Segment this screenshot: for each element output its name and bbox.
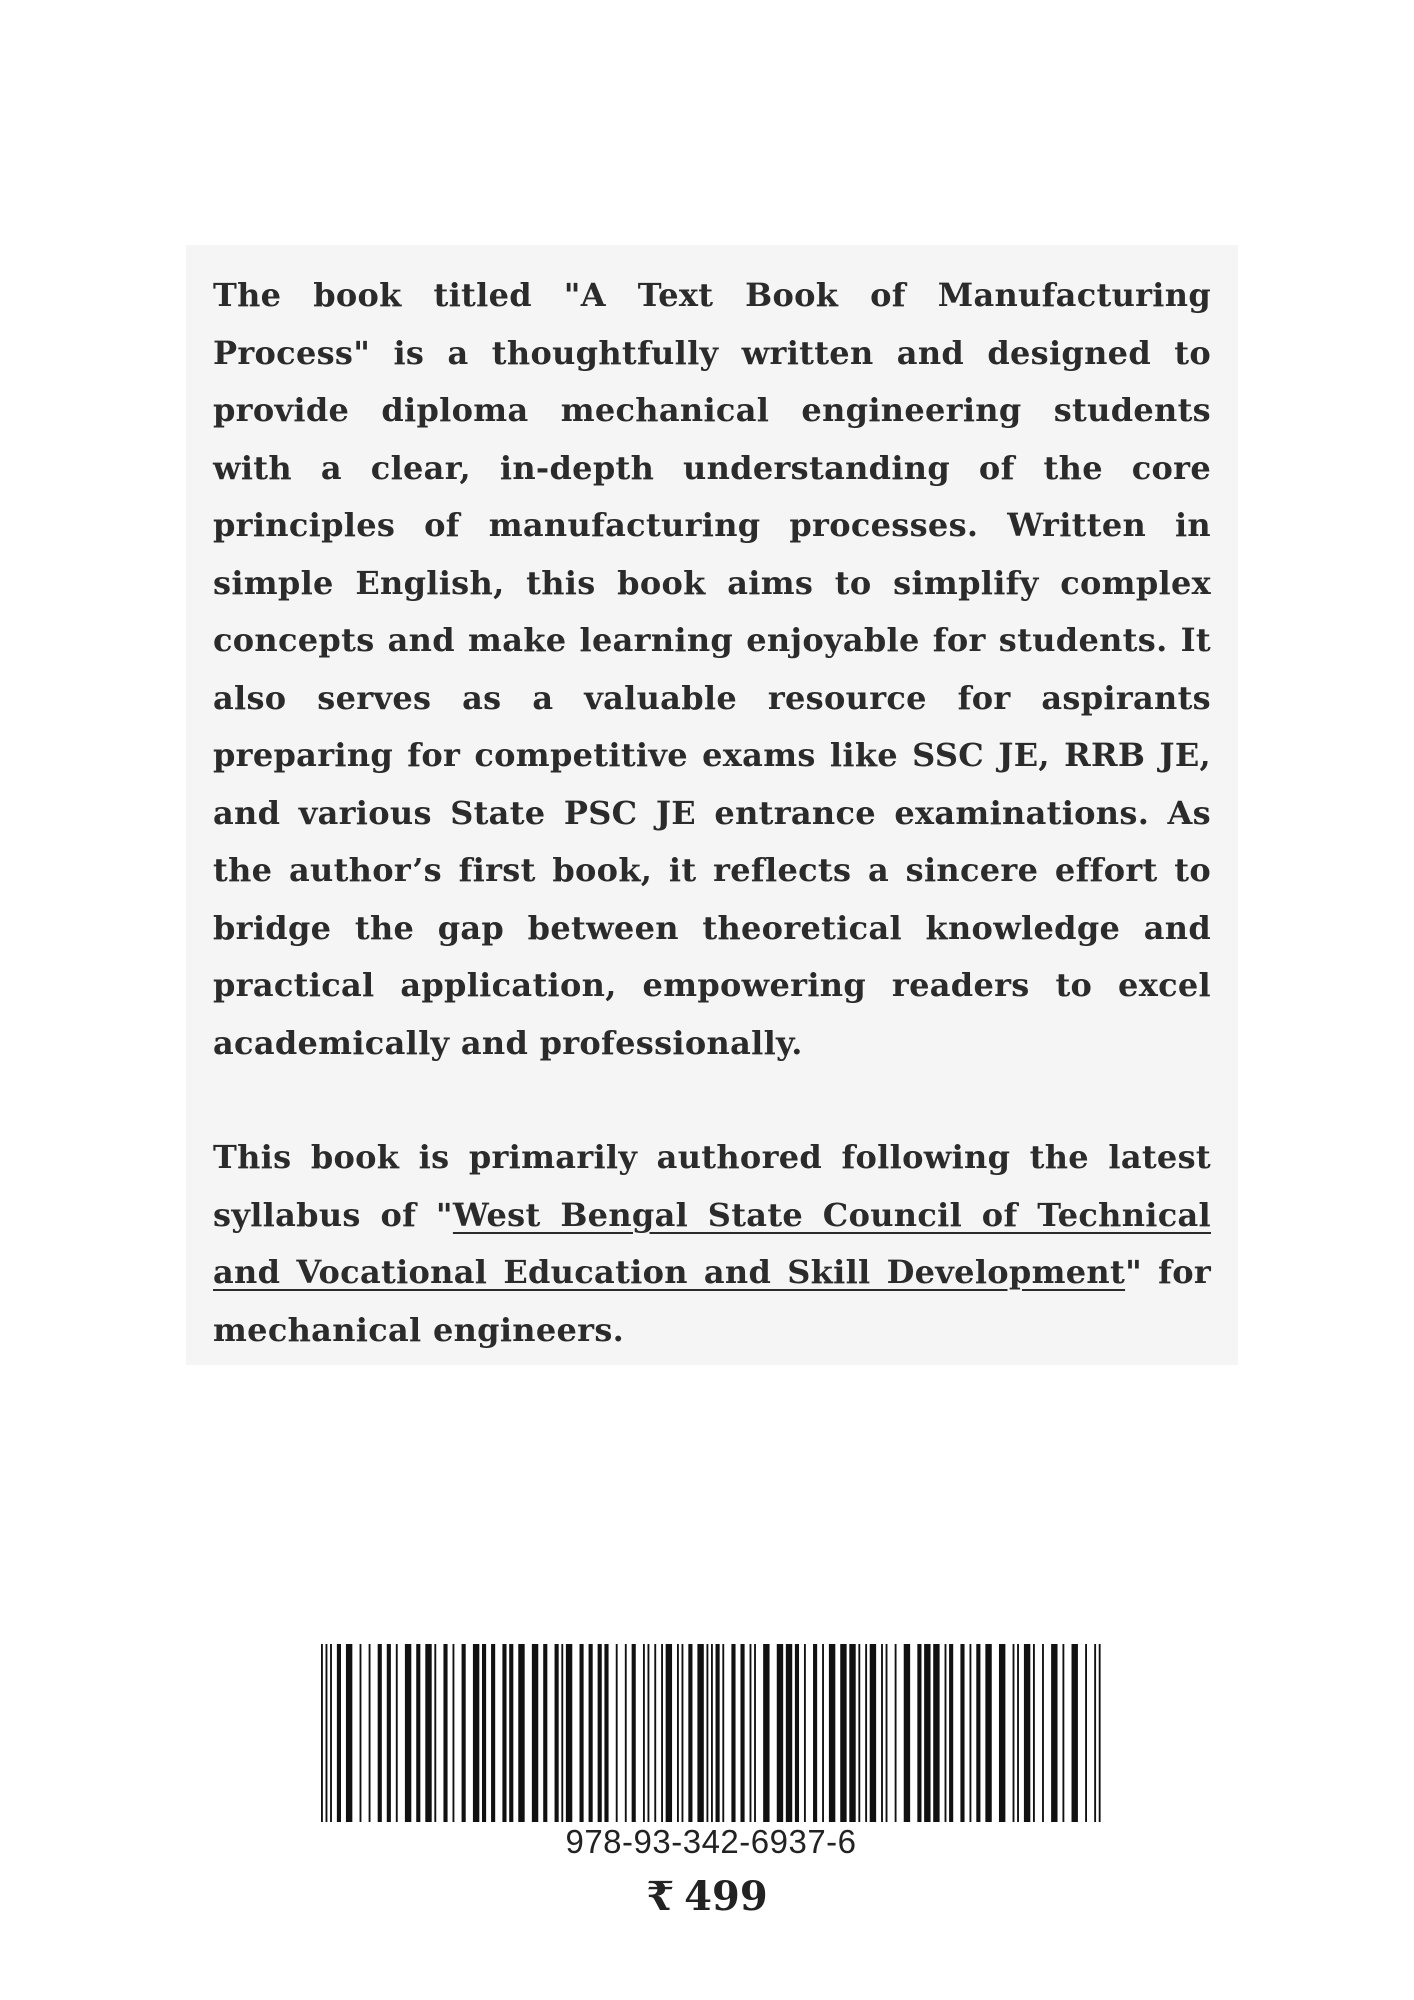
barcode-bar bbox=[654, 1644, 656, 1822]
barcode-bar bbox=[722, 1644, 724, 1822]
barcode-bar bbox=[1033, 1644, 1035, 1822]
barcode-bar bbox=[462, 1644, 466, 1822]
barcode-bar bbox=[804, 1644, 806, 1822]
paragraph-2-intro: This book is primarily authored following the latest syllabus of " bbox=[213, 1138, 1211, 1234]
barcode-bar bbox=[716, 1644, 720, 1822]
barcode-bar bbox=[1099, 1644, 1101, 1822]
barcode-bar bbox=[924, 1644, 930, 1822]
barcode-bar bbox=[870, 1644, 876, 1822]
barcode-bar bbox=[706, 1644, 708, 1822]
barcode-bar bbox=[555, 1644, 559, 1822]
barcode-bar bbox=[945, 1644, 947, 1822]
price-label bbox=[0, 1872, 1414, 1922]
barcode-bar bbox=[321, 1644, 323, 1822]
barcode-bar bbox=[589, 1644, 593, 1822]
barcode-bar bbox=[777, 1644, 783, 1822]
barcode-bar bbox=[1094, 1644, 1096, 1822]
barcode-bar bbox=[985, 1644, 991, 1822]
price-amount: 499 bbox=[684, 1873, 768, 1920]
barcode-bar bbox=[482, 1644, 486, 1822]
barcode-bar bbox=[763, 1644, 769, 1822]
rupee-icon: ₹ bbox=[646, 1873, 675, 1920]
barcode-bar bbox=[369, 1644, 371, 1822]
barcode-bar bbox=[648, 1644, 650, 1822]
barcode-bar bbox=[532, 1644, 538, 1822]
barcode-bar bbox=[688, 1644, 692, 1822]
barcode-bar bbox=[858, 1644, 860, 1822]
barcode-bar bbox=[711, 1644, 713, 1822]
barcode-bar bbox=[1013, 1644, 1015, 1822]
barcode-bar bbox=[976, 1644, 980, 1822]
isbn-barcode bbox=[321, 1644, 1101, 1822]
barcode-bar bbox=[1024, 1644, 1030, 1822]
description-box bbox=[186, 245, 1238, 1365]
barcode-bar bbox=[561, 1644, 563, 1822]
paragraph-2-outro: " for mechanical engineers. bbox=[213, 1253, 1211, 1349]
barcode-bar bbox=[813, 1644, 817, 1822]
barcode-bar bbox=[881, 1644, 883, 1822]
description-paragraph-1: The book titled "A Text Book of Manufacturing Process" is a thoughtfully written and designed to provide diploma mechanical engineering students with a clear, in-depth understanding of the core principles of manufacturing processes. Written in simple English, this book aims to simplify complex concepts and make learning enjoyable for students. It also serves as a valuable resource for aspirants preparing for competitive exams like SSC JE, RRB JE, and various State PSC JE entrance examinations. As the author’s first book, it reflects a sincere effort to bridge the gap between theoretical knowledge and practical application, empowering readers to excel academically and professionally. bbox=[213, 276, 1211, 1062]
barcode-bar bbox=[949, 1644, 953, 1822]
barcode-bar bbox=[443, 1644, 447, 1822]
barcode-graphic bbox=[321, 1644, 1101, 1822]
barcode-bar bbox=[786, 1644, 792, 1822]
barcode-bar bbox=[396, 1644, 398, 1822]
barcode-bar bbox=[904, 1644, 910, 1822]
barcode-bar bbox=[960, 1644, 964, 1822]
barcode-bar bbox=[643, 1644, 645, 1822]
barcode-bar bbox=[822, 1644, 824, 1822]
barcode-bar bbox=[750, 1644, 752, 1822]
barcode-bar bbox=[491, 1644, 495, 1822]
barcode-bar bbox=[330, 1644, 332, 1822]
barcode-bar bbox=[453, 1644, 455, 1822]
barcode-bar bbox=[1042, 1644, 1044, 1822]
barcode-bar bbox=[360, 1644, 362, 1822]
barcode-bar bbox=[666, 1644, 672, 1822]
barcode-bar bbox=[566, 1644, 572, 1822]
barcode-bar bbox=[387, 1644, 391, 1822]
syllabus-council-link[interactable]: West Bengal State Council of Technical and Vocational Education and Skill Development bbox=[213, 1195, 1211, 1291]
barcode-bar bbox=[849, 1644, 855, 1822]
barcode-bar bbox=[434, 1644, 436, 1822]
barcode-bar bbox=[579, 1644, 583, 1822]
barcode-bar bbox=[604, 1644, 608, 1822]
barcode-bar bbox=[1051, 1644, 1057, 1822]
barcode-bar bbox=[731, 1644, 735, 1822]
barcode-bar bbox=[999, 1644, 1005, 1822]
barcode-bar bbox=[661, 1644, 663, 1822]
description-paragraph-2 bbox=[213, 1129, 1211, 1359]
barcode-bar bbox=[326, 1644, 328, 1822]
barcode-bar bbox=[543, 1644, 547, 1822]
barcode-bar bbox=[405, 1644, 411, 1822]
barcode-bar bbox=[416, 1644, 420, 1822]
barcode-bar bbox=[346, 1644, 352, 1822]
barcode-bar bbox=[1072, 1644, 1078, 1822]
barcode-bar bbox=[509, 1644, 513, 1822]
barcode-bar bbox=[632, 1644, 636, 1822]
barcode-bar bbox=[933, 1644, 939, 1822]
barcode-bar bbox=[682, 1644, 684, 1822]
barcode-bar bbox=[697, 1644, 703, 1822]
barcode-bar bbox=[865, 1644, 867, 1822]
barcode-bar bbox=[840, 1644, 846, 1822]
barcode-bar bbox=[502, 1644, 506, 1822]
barcode-bar bbox=[598, 1644, 602, 1822]
barcode-bar bbox=[337, 1644, 341, 1822]
barcode-bar bbox=[754, 1644, 756, 1822]
barcode-bar bbox=[1062, 1644, 1064, 1822]
barcode-bar bbox=[895, 1644, 897, 1822]
barcode-bar bbox=[518, 1644, 524, 1822]
barcode-bar bbox=[425, 1644, 431, 1822]
barcode-bar bbox=[886, 1644, 888, 1822]
barcode-bar bbox=[473, 1644, 479, 1822]
barcode-bar bbox=[969, 1644, 971, 1822]
barcode-bar bbox=[795, 1644, 799, 1822]
barcode-bar bbox=[378, 1644, 382, 1822]
barcode-bar bbox=[677, 1644, 679, 1822]
isbn-number: 978-93-342-6937-6 bbox=[565, 1823, 857, 1860]
barcode-bar bbox=[740, 1644, 744, 1822]
barcode-bar bbox=[625, 1644, 627, 1822]
barcode-bar bbox=[1017, 1644, 1019, 1822]
barcode-bar bbox=[1085, 1644, 1087, 1822]
barcode-bar bbox=[616, 1644, 618, 1822]
barcode-bar bbox=[829, 1644, 835, 1822]
barcode-bar bbox=[917, 1644, 921, 1822]
